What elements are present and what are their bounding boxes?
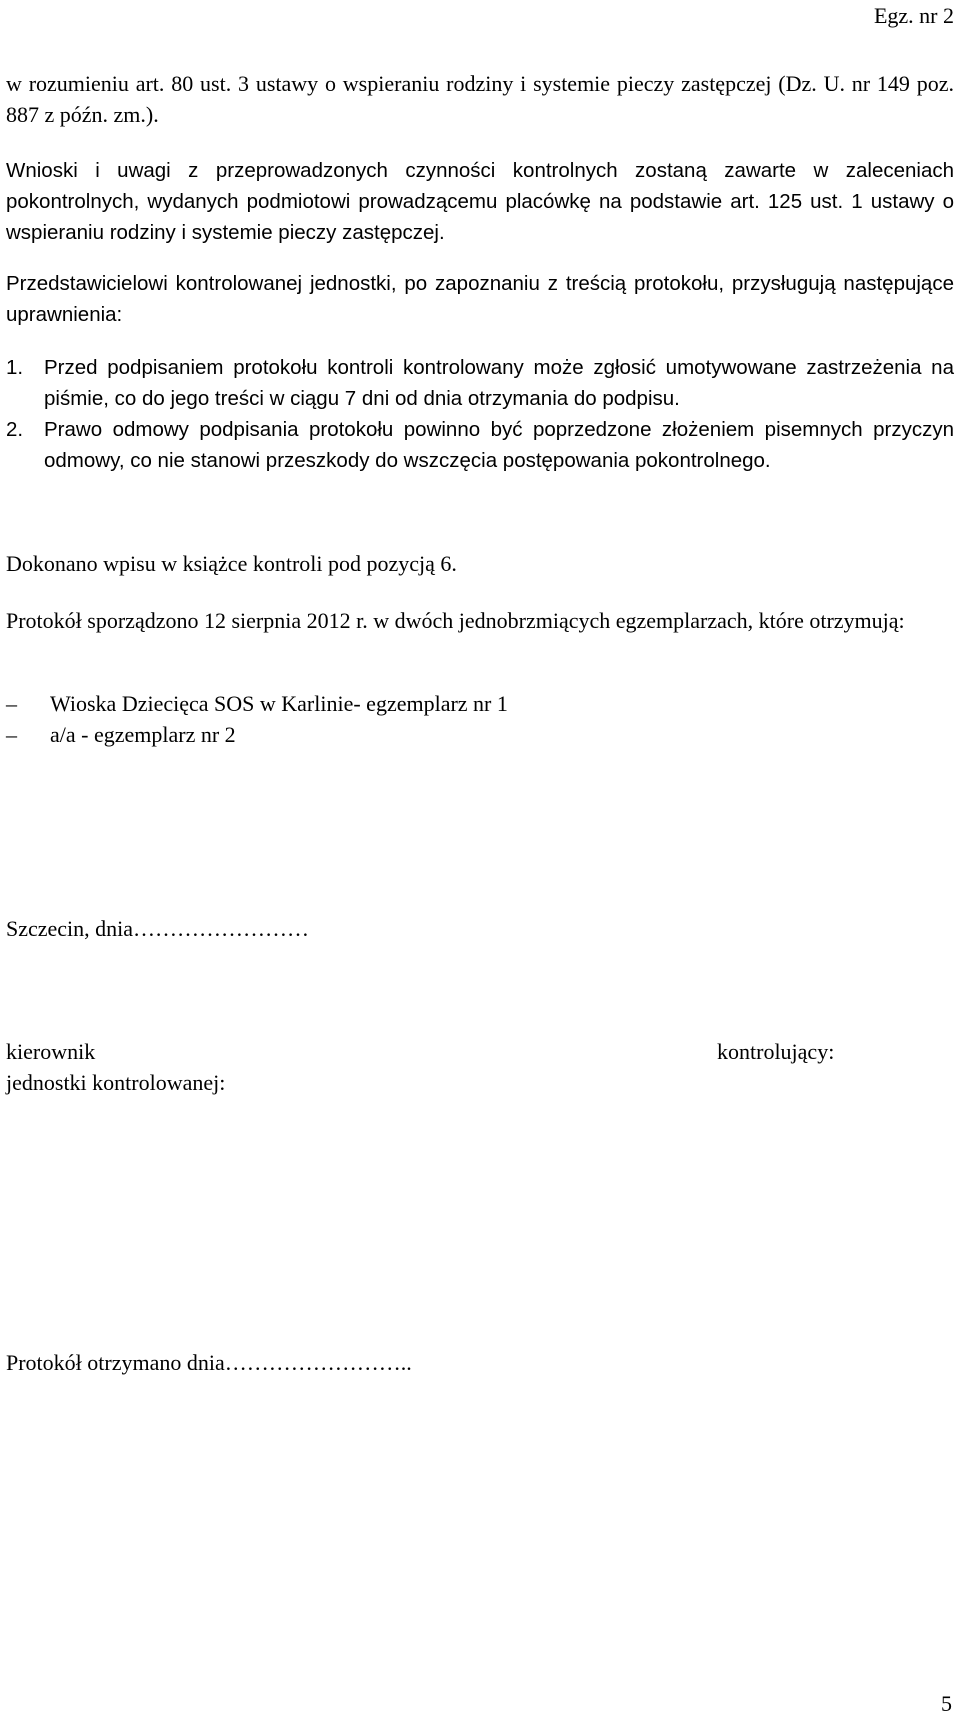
- rights-list-item: [6, 414, 954, 476]
- distribution-list: [6, 688, 954, 750]
- signature-head-unit: jednostki kontrolowanej:: [6, 1070, 226, 1095]
- protocol-statement: Protokół sporządzono 12 sierpnia 2012 r. w dwóch jednobrzmiących egzemplarzach, które otrzymują:: [6, 608, 905, 633]
- received-line: Protokół otrzymano dnia……………………..: [6, 1350, 412, 1375]
- rights-list: [6, 352, 954, 476]
- list-dash: –: [6, 691, 17, 716]
- list-item-number: 2.: [6, 418, 24, 441]
- distribution-item: [6, 719, 954, 750]
- distribution-item-text: Wioska Dziecięca SOS w Karlinie- egzemplarz nr 1: [50, 691, 508, 716]
- place-date-line: Szczecin, dnia……………………: [6, 916, 310, 941]
- list-dash: –: [6, 722, 17, 747]
- signature-head-title: kierownik: [6, 1039, 96, 1064]
- register-entry: Dokonano wpisu w książce kontroli pod pozycją 6.: [6, 551, 457, 576]
- distribution-item-text: a/a - egzemplarz nr 2: [50, 722, 236, 747]
- list-item-number: 1.: [6, 356, 24, 379]
- distribution-item: [6, 688, 954, 719]
- list-item-text: Przed podpisaniem protokołu kontroli kontrolowany może zgłosić umotywowane zastrzeżenia na piśmie, co do jego treści w ciągu 7 dni od dnia otrzymania do podpisu.: [44, 356, 954, 410]
- list-item-text: Prawo odmowy podpisania protokołu powinno być poprzedzone złożeniem pisemnych przyczyn odmowy, co nie stanowi przeszkody do wszczęcia postępowania pokontrolnego.: [44, 418, 954, 472]
- conclusions-paragraph: Wnioski i uwagi z przeprowadzonych czynności kontrolnych zostaną zawarte w zaleceniach pokontrolnych, wydanych podmiotowi prowadzącemu placówkę na podstawie art. 125 ust. 1 ustawy o wspieraniu rodziny i systemie pieczy zastępczej.: [6, 159, 954, 244]
- signature-block-head: [6, 1036, 366, 1098]
- copy-number-label: Egz. nr 2: [873, 3, 954, 28]
- page-number: 5: [941, 1691, 952, 1716]
- signature-block-inspector: kontrolujący:: [717, 1039, 835, 1064]
- intro-paragraph: w rozumieniu art. 80 ust. 3 ustawy o wspieraniu rodziny i systemie pieczy zastępczej (Dz. U. nr 149 poz. 887 z późn. zm.).: [6, 71, 954, 127]
- rights-list-item: [6, 352, 954, 414]
- rights-intro-paragraph: Przedstawicielowi kontrolowanej jednostki, po zapoznaniu z treścią protokołu, przysługują następujące uprawnienia:: [6, 272, 954, 326]
